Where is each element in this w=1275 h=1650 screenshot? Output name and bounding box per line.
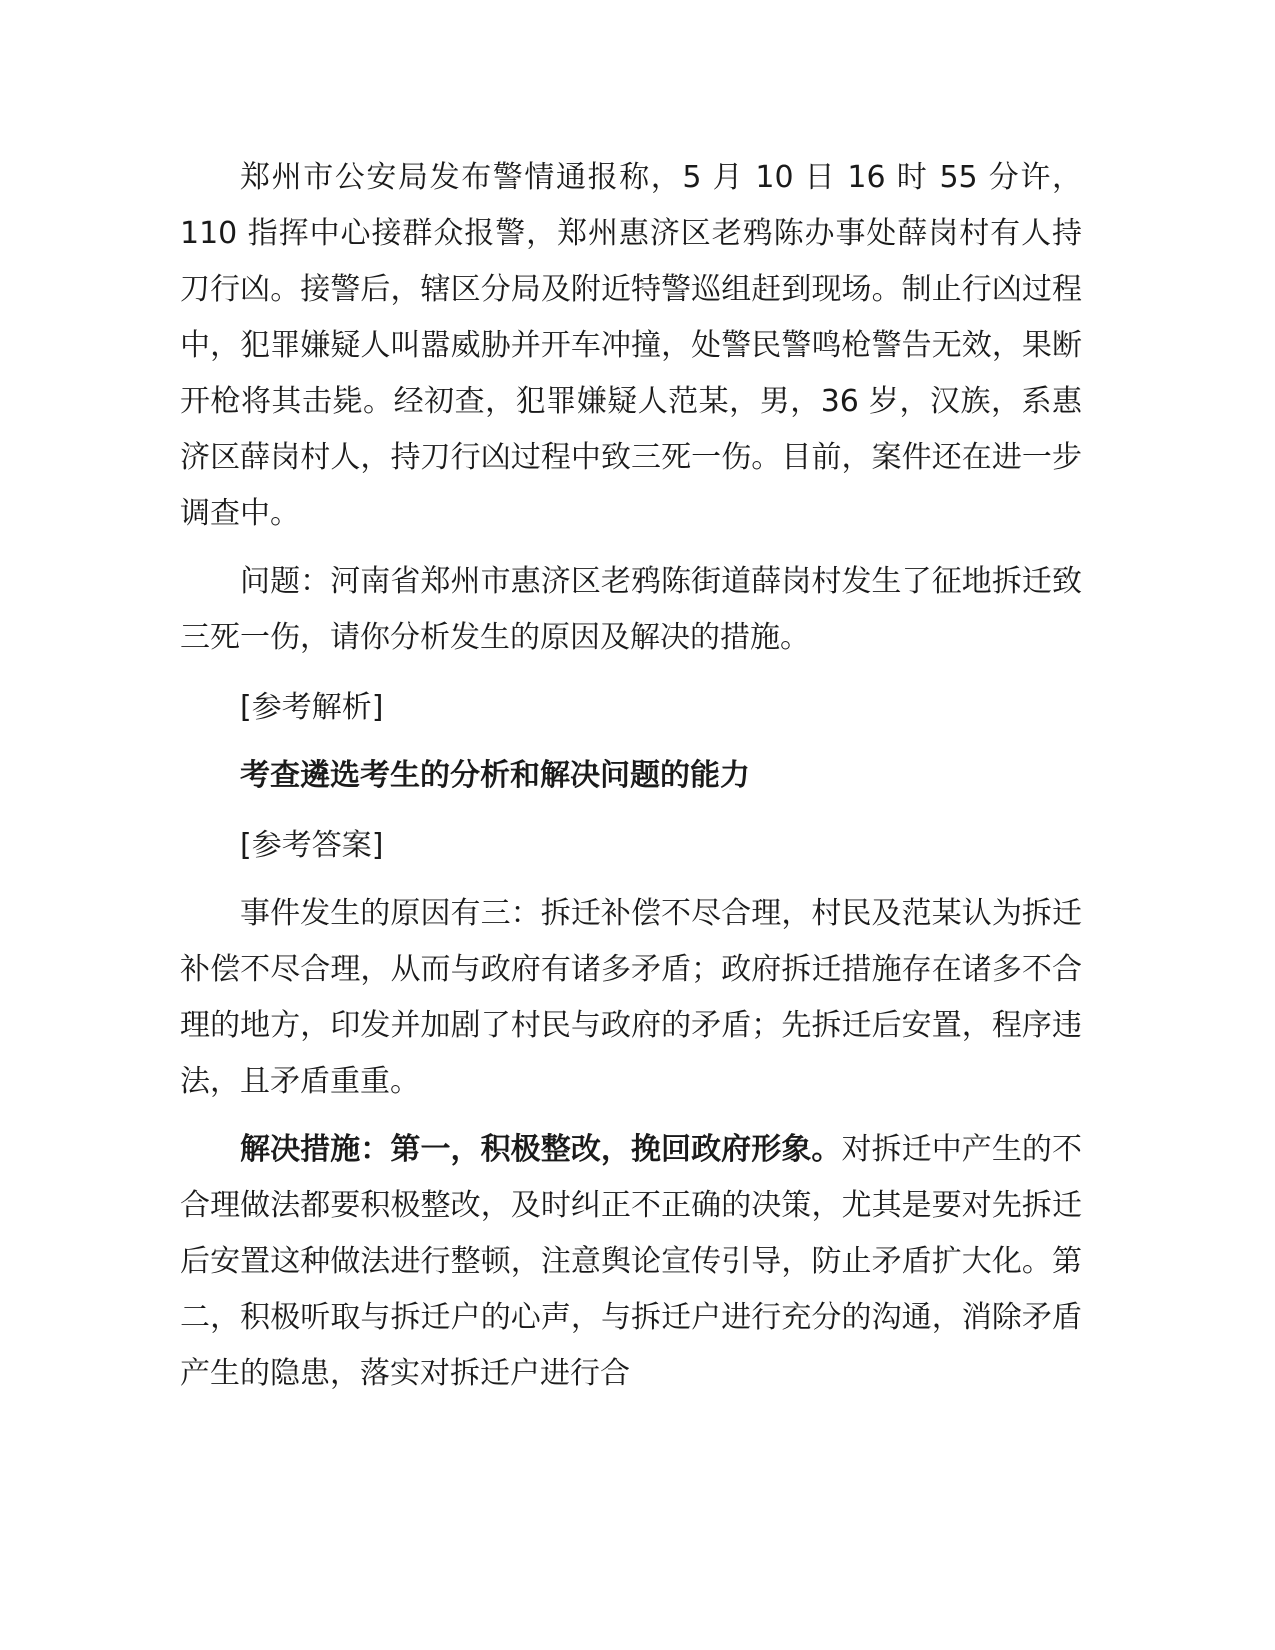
answer-paragraph: 事件发生的原因有三：拆迁补偿不尽合理，村民及范某认为拆迁补偿不尽合理，从而与政府有诸多矛盾；政府拆迁措施存在诸多不合理的地方，印发并加剧了村民与政府的矛盾；先拆迁后安置，程序违法，且矛盾重重。 (180, 896, 1082, 1099)
solution-lead: 解决措施：第一，积极整改，挽回政府形象。 (240, 1132, 842, 1167)
question-paragraph: 问题：河南省郑州市惠济区老鸦陈街道薛岗村发生了征地拆迁致三死一伤，请你分析发生的原因及解决的措施。 (180, 564, 1082, 655)
analysis-label: [参考解析] (240, 690, 384, 725)
analysis-text: 考查遴选考生的分析和解决问题的能力 (240, 758, 750, 793)
solution-paragraph (180, 1122, 1082, 1402)
document-page (180, 150, 1082, 1402)
solution-rest: 对拆迁中产生的不合理做法都要积极整改，及时纠正不正确的决策，尤其是要对先拆迁后安置这种做法进行整顿，注意舆论宣传引导，防止矛盾扩大化。第二，积极听取与拆迁户的心声，与拆迁户进行充分的沟通，消除矛盾产生的隐患，落实对拆迁户进行合 (180, 1132, 1083, 1391)
answer-label: [参考答案] (240, 828, 384, 863)
incident-report-paragraph: 郑州市公安局发布警情通报称，5 月 10 日 16 时 55 分许，110 指挥中心接群众报警，郑州惠济区老鸦陈办事处薛岗村有人持刀行凶。接警后，辖区分局及附近特警巡组赶到现场。制止行凶过程中，犯罪嫌疑人叫嚣威胁并开车冲撞，处警民警鸣枪警告无效，果断开枪将其击毙。经初查，犯罪嫌疑人范某，男，36 岁，汉族，系惠济区薛岗村人，持刀行凶过程中致三死一伤。目前，案件还在进一步调查中。 (180, 160, 1082, 531)
